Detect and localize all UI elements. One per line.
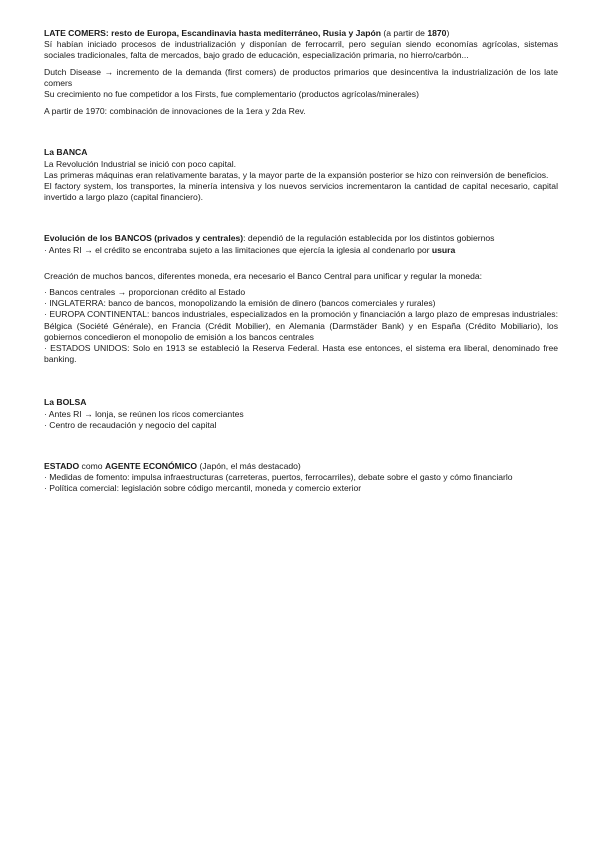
- bancos-heading: [44, 233, 558, 244]
- late-comers-title: LATE COMERS: [44, 28, 106, 38]
- banca-paragraph-3: El factory system, los transportes, la minería intensiva y los nuevos servicios incrementaron la cantidad de capital necesario, capital invertido a largo plazo (capital financiero).: [44, 181, 558, 203]
- late-comers-paragraph-2: Dutch Disease → incremento de la demanda (first comers) de productos primarios que desincentiva la industrialización de los late comers: [44, 66, 558, 88]
- bancos-item-1: · Bancos centrales → proporcionan crédito al Estado: [44, 287, 246, 298]
- bolsa-heading: [44, 397, 558, 408]
- late-comers-heading: [44, 28, 558, 39]
- banca-paragraph-2: Las primeras máquinas eran relativamente baratas, y la mayor parte de la expansión posterior se hizo con reinversión de beneficios.: [44, 169, 549, 180]
- late-comers-title-rest: : resto de Europa, Escandinavia hasta mediterráneo, Rusia y Japón: [105, 28, 381, 38]
- banca-heading: [44, 147, 558, 158]
- late-comers-paren-open: (a partir de: [381, 28, 428, 38]
- late-comers-year: 1870: [427, 28, 447, 38]
- bancos-paragraph-1: [44, 245, 558, 256]
- bancos-usura: usura: [431, 244, 456, 255]
- bancos-item-4: · ESTADOS UNIDOS: Solo en 1913 se estableció la Reserva Federal. Hasta ese entonces, el sistema era liberal, denominado free banking.: [44, 343, 558, 365]
- bancos-title: Evolución de los BANCOS (privados y centrales): [44, 233, 244, 244]
- bolsa-item-1: · Antes RI → lonja, se reúnen los ricos comerciantes: [44, 408, 244, 419]
- estado-heading: [44, 461, 558, 472]
- late-comers-paragraph-1: Sí habían iniciado procesos de industrialización y disponían de ferrocarril, pero seguían siendo economías agrícolas, sistemas sociales tradicionales, falta de mercados, bajo grado de educación, especialización primaria, no hierro/carbón...: [44, 39, 558, 61]
- bolsa-title: La BOLSA: [44, 397, 87, 408]
- bancos-paragraph-1-text: · Antes RI → el crédito se encontraba sujeto a las limitaciones que ejercía la iglesia al condenarlo por: [44, 244, 432, 255]
- late-comers-paragraph-4: A partir de 1970: combinación de innovaciones de la 1era y 2da Rev.: [44, 106, 306, 117]
- late-comers-paragraph-3: Su crecimiento no fue competidor a los Firsts, fue complementario (productos agrícolas/minerales): [44, 89, 419, 100]
- estado-title: ESTADO: [44, 461, 80, 472]
- agente-economico-title: AGENTE ECONÓMICO: [104, 461, 198, 472]
- bancos-title-rest: : dependió de la regulación establecida por los distintos gobiernos: [243, 233, 495, 244]
- bancos-item-3: · EUROPA CONTINENTAL: bancos industriales, especializados en la promoción y financiación a largo plazo de empresas industriales: Bélgica (Société Générale), en Francia (Crédit Mobilier), en Alemania (Darmstäder Bank) y en España (Crédito Mobiliario), los gobiernos concedieron el monopolio de emisión a los bancos centrales: [44, 309, 558, 342]
- estado-mid: como: [79, 461, 105, 472]
- estado-rest: (Japón, el más destacado): [197, 461, 301, 472]
- bancos-paragraph-2: Creación de muchos bancos, diferentes moneda, era necesario el Banco Central para unificar y regular la moneda:: [44, 270, 483, 281]
- estado-item-2: · Política comercial: legislación sobre código mercantil, moneda y comercio exterior: [44, 483, 362, 494]
- document-content: [44, 28, 558, 495]
- bancos-item-2: · INGLATERRA: banco de bancos, monopolizando la emisión de dinero (bancos comerciales y rurales): [44, 298, 436, 309]
- bolsa-item-2: · Centro de recaudación y negocio del capital: [44, 419, 217, 430]
- estado-item-1: · Medidas de fomento: impulsa infraestructuras (carreteras, puertos, ferrocarriles), debate sobre el gasto y cómo financiarlo: [44, 472, 513, 483]
- banca-title: La BANCA: [44, 147, 88, 158]
- banca-paragraph-1: La Revolución Industrial se inició con poco capital.: [44, 158, 237, 169]
- late-comers-paren-close: ): [446, 28, 450, 38]
